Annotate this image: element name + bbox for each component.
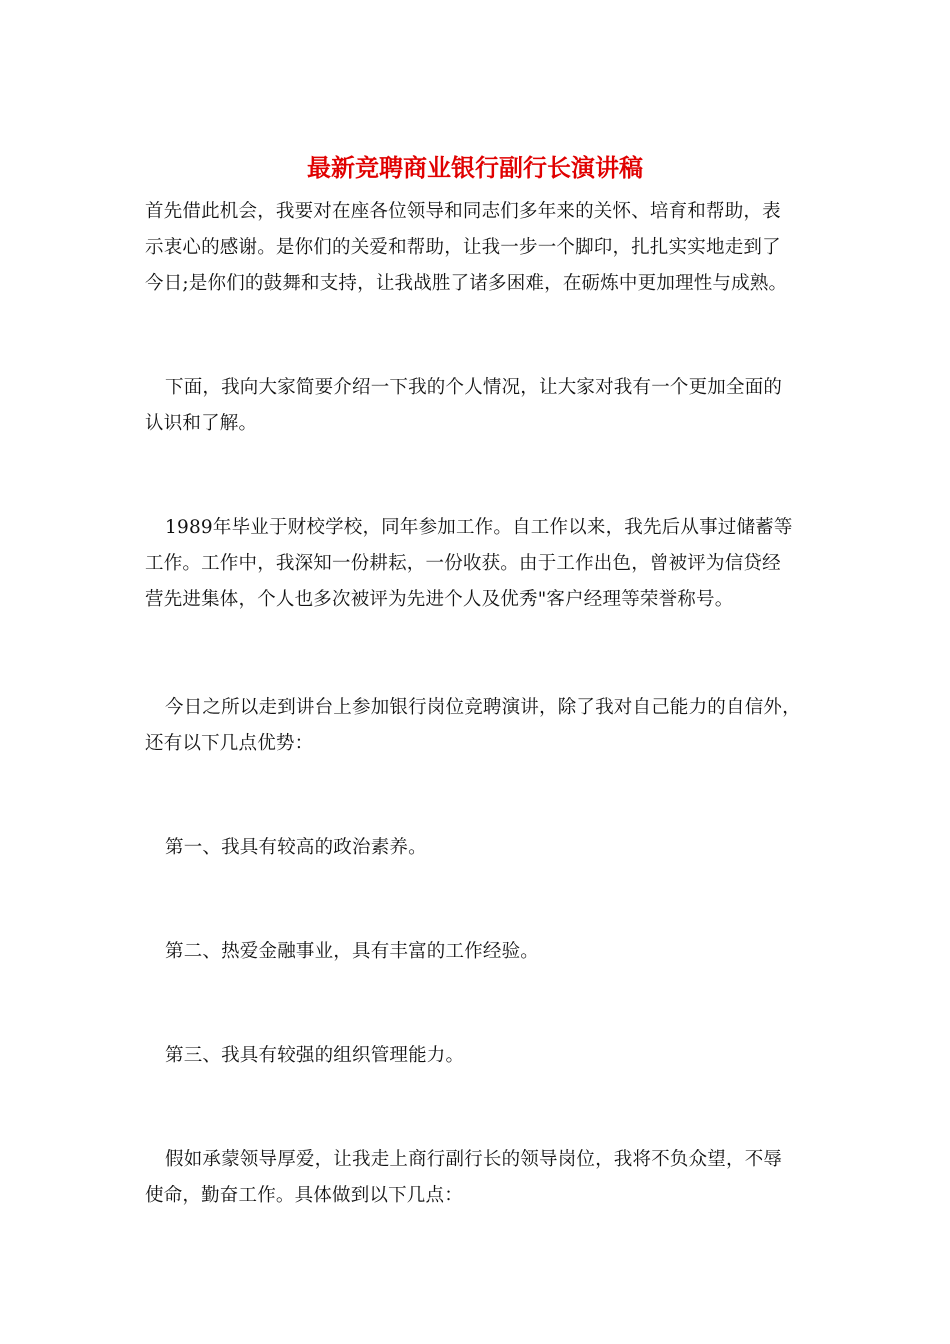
paragraph-line: 第三、我具有较强的组织管理能力。: [165, 1045, 465, 1066]
paragraph-line: 第一、我具有较高的政治素养。: [165, 837, 427, 858]
paragraph-line: 首先借此机会，我要对在座各位领导和同志们多年来的关怀、培育和帮助，表: [145, 201, 781, 222]
paragraph-line: 还有以下几点优势：: [145, 733, 314, 754]
paragraph-line: 下面，我向大家简要介绍一下我的个人情况，让大家对我有一个更加全面的: [165, 377, 783, 398]
paragraph-line: 今日;是你们的鼓舞和支持，让我战胜了诸多困难，在砺炼中更加理性与成熟。: [145, 273, 788, 294]
paragraph-line: 1989年毕业于财校学校，同年参加工作。自工作以来，我先后从事过储蓄等: [165, 517, 793, 538]
document-title: 最新竞聘商业银行副行长演讲稿: [307, 153, 643, 182]
paragraph-advantage-two: [145, 934, 810, 970]
paragraph-background: [145, 510, 810, 618]
paragraph-line: 认识和了解。: [145, 413, 258, 434]
paragraph-introduction: [145, 370, 810, 442]
paragraph-gratitude: [145, 194, 810, 302]
paragraph-line: 工作。工作中，我深知一份耕耘，一份收获。由于工作出色，曾被评为信贷经: [145, 553, 781, 574]
paragraph-line: 第二、热爱金融事业，具有丰富的工作经验。: [165, 941, 540, 962]
paragraph-line: 使命，勤奋工作。具体做到以下几点：: [145, 1185, 463, 1206]
paragraph-line: 假如承蒙领导厚爱，让我走上商行副行长的领导岗位，我将不负众望，不辱: [165, 1149, 783, 1170]
paragraph-advantage-three: [145, 1038, 810, 1074]
paragraph-advantages-intro: [145, 690, 810, 762]
paragraph-line: 营先进集体，个人也多次被评为先进个人及优秀"客户经理等荣誉称号。: [145, 589, 734, 610]
paragraph-advantage-one: [145, 830, 810, 866]
paragraph-line: 示衷心的感谢。是你们的关爱和帮助，让我一步一个脚印，扎扎实实地走到了: [145, 237, 781, 258]
paragraph-commitment: [145, 1142, 810, 1214]
paragraph-line: 今日之所以走到讲台上参加银行岗位竞聘演讲，除了我对自己能力的自信外，: [165, 697, 801, 718]
